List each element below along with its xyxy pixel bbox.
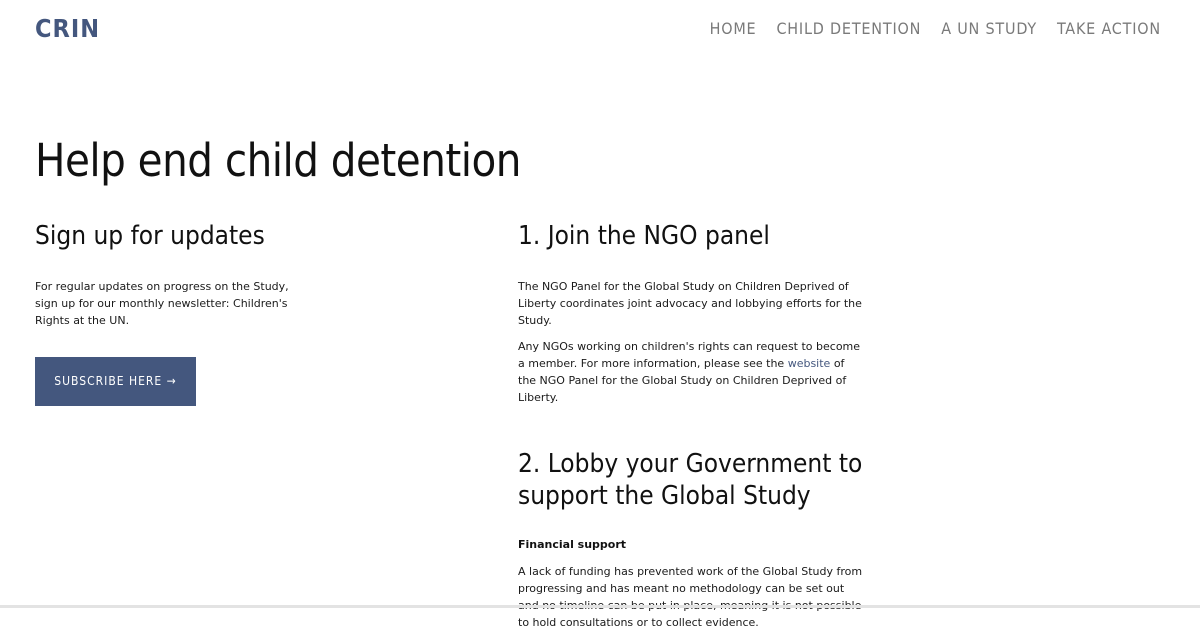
section2-heading: 2. Lobby your Government to support the Global Study (518, 449, 863, 511)
nav-take-action[interactable]: TAKE ACTION (1056, 19, 1161, 38)
site-logo[interactable]: CRIN (35, 14, 101, 43)
section1-paragraph-1: The NGO Panel for the Global Study on Children Deprived of Liberty coordinates joint advocacy and lobbying efforts for the Study. (518, 280, 862, 327)
nav-un-study[interactable]: A UN STUDY (941, 19, 1037, 38)
section1-paragraph-2-start: Any NGOs working on children's rights can request to become a member. For more information, please see the (518, 340, 861, 370)
site-header (0, 0, 1200, 60)
nav-home[interactable]: HOME (709, 19, 757, 38)
page-title: Help end child detention (35, 134, 521, 187)
nav-child-detention[interactable]: CHILD DETENTION (776, 19, 922, 38)
section1-paragraph-2-end: of the NGO Panel for the Global Study on Children Deprived of Liberty. (518, 357, 847, 404)
section1-heading: 1. Join the NGO panel (518, 221, 770, 251)
section1-paragraph-2 (518, 338, 863, 406)
actions-column (518, 220, 863, 631)
signup-column (35, 220, 305, 406)
signup-heading: Sign up for updates (35, 221, 265, 251)
financial-support-label: Financial support (518, 538, 627, 551)
subscribe-button[interactable]: SUBSCRIBE HERE → (35, 357, 196, 406)
signup-text: For regular updates on progress on the Study, sign up for our monthly newsletter: Children's Rights at the UN. (35, 280, 289, 327)
section2-paragraph-1: A lack of funding has prevented work of the Global Study from progressing and has meant no methodology can be set out to hold consultations or to collect evidence. (518, 565, 863, 629)
ngo-panel-website-link[interactable]: website (787, 357, 831, 370)
main-nav (710, 19, 1161, 38)
